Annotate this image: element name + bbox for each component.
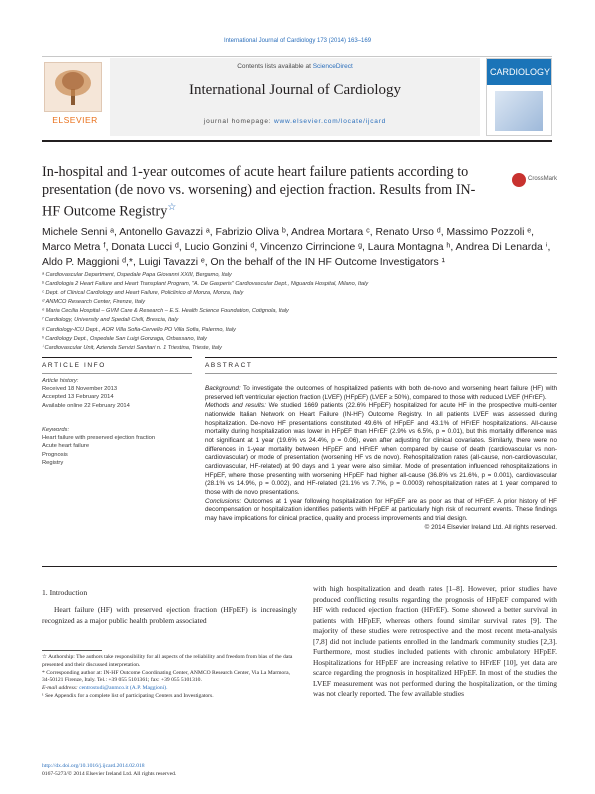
keywords-label: Keywords: [42,427,70,433]
abstract-conclusions [205,498,557,524]
history-label: Article history: [42,378,79,384]
keyword: Acute heart failure [42,443,90,450]
journal-homepage [110,118,480,125]
abstract-body [205,385,557,532]
author-line: Marco Metra ᶠ, Donata Lucci ᵈ, Lucio Gonzini ᵈ, Vincenzo Cirrincione ᵍ, Laura Montagna ʰ, Andrea Di Lenarda ⁱ, [42,242,551,253]
affiliation: ᵃ Cardiovascular Department, Ospedale Papa Giovanni XXIII, Bergamo, Italy [42,272,232,278]
article-title-text: In-hospital and 1-year outcomes of acute heart failure patients according to presentation (de novo vs. worsening) and ejection fraction. Results from IN-HF Outcome Registry [42,164,476,220]
affiliation-list [42,271,557,353]
conclusions-text: Outcomes at 1 year following hospitalization for HFpEF are as poor as that of HFrEF. A prior history of HF decompensation or hospitalization identifies patients with HFpEF at particularly high risk of recurrent events. These findings may have implications for clinical practice, quality and process improvements and trial design. [205,497,557,522]
homepage-link[interactable]: www.elsevier.com/locate/ijcard [273,118,387,125]
affiliation: ᵈ ANMCO Research Center, Firenze, Italy [42,299,146,306]
crossmark-badge[interactable] [512,171,558,191]
cover-title: CARDIOLOGY [490,67,551,77]
masthead-bottom-rule [42,140,552,142]
conclusions-label: Conclusions: [205,497,242,505]
intro-right-paragraph: with high hospitalization and death rates [1–8]. However, prior studies have produced conflicting results regarding the prognosis of HFpEF compared with HF with reduced ejection fraction (HFrEF). Some showed a better survival in patients with HFpEF, whereas others found similar survival rates [9]. The majority of these studies were retrospective and the most recent meta-analysis [7,8] did not include patients enrolled in the landmark community studies [2,3]. Furthermore, most studies included patients with chronic ambulatory HFpEF. Hospitalizations for HFpEF are increasing relative to HFrEF [10], yet data are scarce regarding the prognosis in hospitalized HFpEF. In most of the studies the LVEF measurement was not performed during the hospitalization, or the timing was not clearly reported. The few available studies [313,584,557,699]
publisher-logo [44,62,106,130]
issn-line: 0167-5273/© 2014 Elsevier Ireland Ltd. All rights reserved. [42,770,177,777]
history-online: Available online 22 February 2014 [42,402,130,409]
abstract-bottom-rule [42,566,557,567]
doi-link[interactable]: http://dx.doi.org/10.1016/j.ijcard.2014.02.018 [42,763,145,769]
homepage-prefix: journal homepage: [203,118,274,125]
email-label: E-mail address: [42,685,78,692]
article-info-rule [42,357,192,358]
abstract-background [205,385,557,402]
crossmark-icon [512,173,526,187]
affiliation: ᵉ Maria Cecilia Hospital – GVM Care & Research – E.S. Health Science Foundation, Cotignola, Italy [42,308,289,315]
affiliation: ʰ Cardiology Dept., Ospedale San Luigi Gonzaga, Orbassano, Italy [42,335,207,342]
journal-cover [486,58,552,136]
history-accepted: Accepted 13 February 2014 [42,394,114,401]
footnote-email [42,685,297,693]
contents-line [110,63,480,70]
abstract-subrule [205,373,557,374]
background-label: Background: [205,385,241,392]
footnote-corresponding: * Corresponding author at: IN-HF Outcome Coordinating Center, ANMCO Research Center, Via La Marmora, 34-50121 Firenze, Italy. Tel.: +39 055 5101361; fax: +39 055 5101310. [42,669,290,684]
keyword: Heart failure with preserved ejection fraction [42,435,156,442]
crossmark-label: CrossMark [528,176,558,182]
keyword: Registry [42,459,64,466]
methods-label: Methods and results: [205,402,266,410]
keyword: Prognosis [42,451,68,458]
cover-art [495,91,543,131]
background-text: To investigate the outcomes of hospitalized patients with both de-novo and worsening heart failure (HF) with preserved left ventricular ejection fraction (LVEF) (HFpEF) (LVEF ≥ 50%), compared to those with reduced LVEF (HFrEF). [205,385,557,401]
article-info-subrule [42,373,192,374]
abstract-methods [205,402,557,497]
article-title [42,164,482,221]
affiliation: ⁱ Cardiovascular Unit, Azienda Servizi Sanitari n. 1 Triestina, Trieste, Italy [42,344,222,351]
journal-title: International Journal of Cardiology [188,82,402,98]
author-line: Michele Senni ᵃ, Antonello Gavazzi ᵃ, Fabrizio Oliva ᵇ, Andrea Mortara ᶜ, Renato Urso ᵈ, Massimo Pozzoli ᵉ, [42,227,535,238]
article-history [42,377,192,410]
tree-icon [44,62,102,112]
author-line: Aldo P. Maggioni ᵈ,*, Luigi Tavazzi ᵉ, On the behalf of the IN HF Outcome Investigators ¹ [42,257,446,268]
footnotes [42,654,297,701]
intro-left-paragraph: Heart failure (HF) with preserved ejection fraction (HFpEF) is increasingly recognized as a major public health problem associated [42,605,297,625]
methods-text: We studied 1669 patients (22.6% HFpEF) hospitalized for acute HF in the prospective multi-center nationwide Italian Network on Heart Failure (IN-HF) Outcome Registry. In all patients LVEF was assessed during hospitalization. De-novo HF presentations constituted 49.6% of HFpEF and 43.1% of HFrEF hospitalizations. All-cause mortality during hospitalization was lower in HFpEF than HFrEF (2.9% vs 6.5%, p = 0.01), but this mortality difference was not significant at 1 year (19.6% vs 24.4%, p = 0.06), even after adjusting for clinical covariates. Similarly, there were no differences in 1-year mortality between HFpEF and HFrEF when compared by cause of death (cardiovascular vs non-cardiovascular) or mode of presentation (worsening HF vs de novo). Rehospitalization rates (all-cause, non-cardiovascular, cardiovascular, HF-related) at 90 days and 1 year were also similar. Mode of presentation influenced rehospitalizations in HFpEF, where those presenting with worsening HFpEF had higher all-cause (36.8% vs 21.6%, p = 0.001), cardiovascular (28.1% vs 14.9%, p = 0.002), and HF-related (21.1% vs 7.7%, p = 0.0003) rehospitalization rates at 1 year compared to those with de novo presentations. [205,402,557,496]
abstract-copyright: © 2014 Elsevier Ireland Ltd. All rights reserved. [424,523,557,531]
running-header[interactable]: International Journal of Cardiology 173 (2014) 163–169 [223,38,372,44]
doi-block [42,763,302,778]
publisher-wordmark: ELSEVIER [52,115,98,125]
section-heading: 1. Introduction [42,588,88,597]
author-list [42,225,557,270]
keywords-block [42,426,192,467]
article-info-heading: ARTICLE INFO [42,362,106,369]
contents-prefix: Contents lists available at [237,63,313,70]
affiliation: ᵍ Cardiology-ICU Dept., AOR Villa Sofia-Cervello PO Villa Sofia, Palermo, Italy [42,326,236,333]
footnote-star: ☆ Authorship: The authors take responsibility for all aspects of the reliability and freedom from bias of the data presented and their discussed interpretation. [42,654,293,668]
footnote-appendix: ¹ See Appendix for a complete list of participating Centers and Investigators. [42,692,214,699]
affiliation: ᶠ Cardiology, University and Spedali Civili, Brescia, Italy [42,317,179,324]
affiliation: ᶜ Dept. of Clinical Cardiology and Heart Failure, Policlinico di Monza, Monza, Italy [42,290,244,297]
masthead-top-rule [42,56,552,57]
sciencedirect-link[interactable]: ScienceDirect [312,63,353,70]
abstract-heading: ABSTRACT [205,362,253,369]
affiliation: ᵇ Cardiologia 2 Heart Failure and Heart Transplant Program, "A. De Gasperis" Cardiovascular Dept., Niguarda Hospital, Milano, Italy [42,281,369,288]
email-link[interactable]: centrostudi@anmco.it (A.P. Maggioni). [77,685,168,692]
footnote-rule [42,650,102,651]
history-received: Received 18 November 2013 [42,386,118,393]
title-footnote-mark[interactable]: ☆ [167,202,177,213]
abstract-rule [205,357,557,358]
